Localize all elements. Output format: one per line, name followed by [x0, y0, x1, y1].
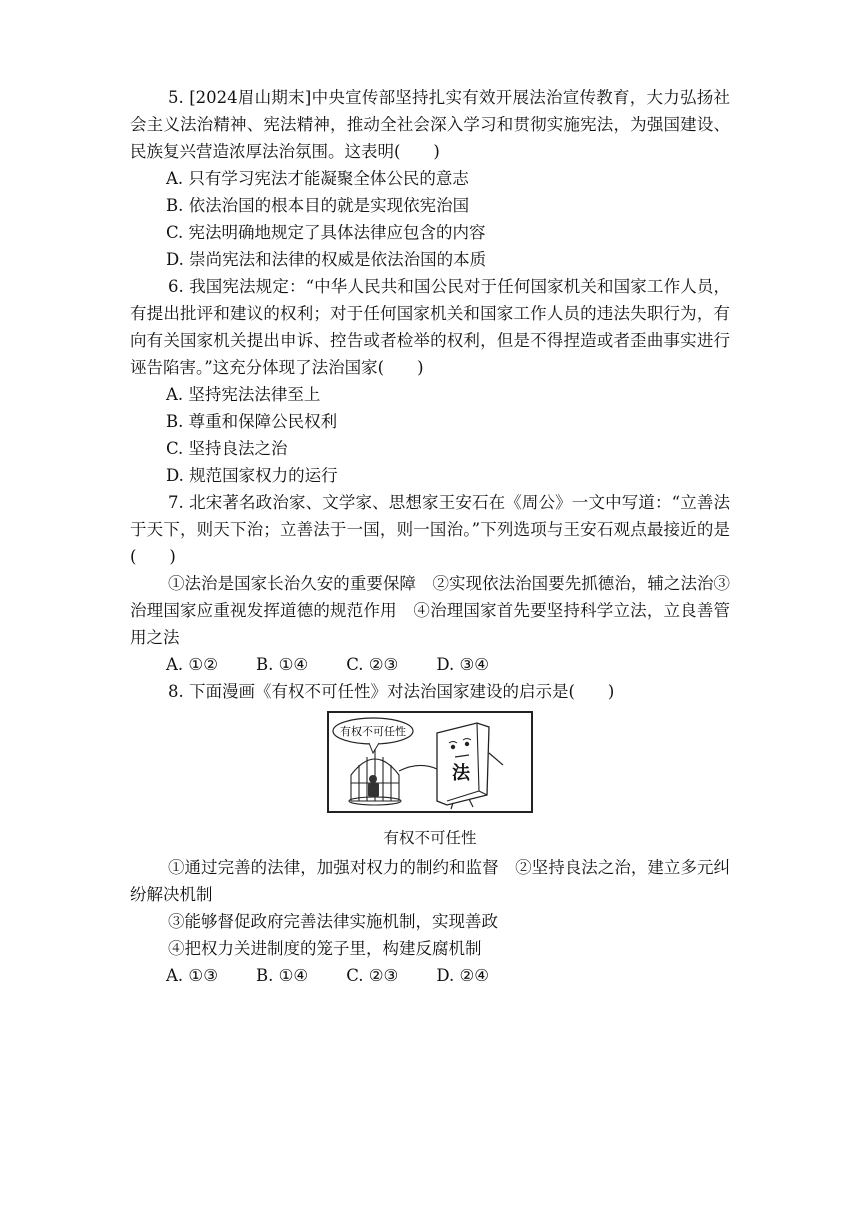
- question-7-choice-a: A. ①②: [166, 655, 218, 674]
- question-8-choice-c: C. ②③: [346, 966, 399, 985]
- question-7-choice-d: D. ③④: [436, 655, 490, 674]
- question-7-choice-c: C. ②③: [346, 655, 399, 674]
- question-6-option-c: C. 坚持良法之治: [166, 439, 288, 458]
- cartoon-drawing: [329, 713, 531, 811]
- question-8-statement-3: ③能够督促政府完善法律实施机制，实现善政: [168, 912, 498, 931]
- speech-bubble-text: 有权不可任性: [340, 725, 406, 738]
- question-8-statement-4: ④把权力关进制度的笼子里，构建反腐机制: [168, 939, 482, 958]
- speech-bubble-tail: [369, 743, 379, 753]
- law-book: [437, 723, 489, 805]
- question-8-choice-a: A. ①③: [166, 966, 218, 985]
- question-5-stem: 5. [2024眉山期末]中央宣传部坚持扎实有效开展法治宣传教育，大力弘扬社会主义法治精神、宪法精神，推动全社会深入学习和贯彻实施宪法，为强国建设、民族复兴营造浓厚法治氛围。这表明( ): [130, 88, 730, 161]
- question-7-statements: ①法治是国家长治久安的重要保障 ②实现依法治国要先抓德治，辅之法治③治理国家应重视发挥道德的规范作用 ④治理国家首先要坚持科学立法，立良善管用之法: [130, 574, 730, 647]
- question-7-stem: 7. 北宋著名政治家、文学家、思想家王安石在《周公》一文中写道：“立善法于天下，则天下治；立善法于一国，则一国治。”下列选项与王安石观点最接近的是( ): [130, 493, 730, 566]
- question-6-option-d: D. 规范国家权力的运行: [166, 466, 338, 485]
- question-8-choices: [130, 962, 730, 989]
- question-8-statement-1-2: ①通过完善的法律，加强对权力的制约和监督 ②坚持良法之治，建立多元纠纷解决机制: [130, 858, 730, 904]
- law-book-label: 法: [452, 763, 470, 784]
- question-7-choices: [130, 651, 730, 678]
- question-8-choice-b: B. ①④: [256, 966, 309, 985]
- question-5-option-b: B. 依法治国的根本目的就是实现依宪治国: [166, 196, 470, 215]
- book-arm: [399, 765, 437, 771]
- question-7-choice-b: B. ①④: [256, 655, 309, 674]
- caged-figure: [368, 775, 379, 797]
- question-6-stem: 6. 我国宪法规定：“中华人民共和国公民对于任何国家机关和国家工作人员，有提出批评和建议的权利；对于任何国家机关和国家工作人员的违法失职行为，有向有关国家机关提出申诉、控告或者检举的权利，但是不得捏造或者歪曲事实进行诬告陷害。”这充分体现了法治国家( ): [130, 277, 730, 377]
- question-5-option-c: C. 宪法明确地规定了具体法律应包含的内容: [166, 223, 486, 242]
- question-6-option-b: B. 尊重和保障公民权利: [166, 412, 338, 431]
- cartoon-caption: 有权不可任性: [383, 829, 477, 847]
- cartoon-image: [327, 711, 533, 813]
- worksheet-page: [130, 84, 730, 989]
- question-5-option-d: D. 崇尚宪法和法律的权威是依法治国的本质: [166, 250, 487, 269]
- question-5-option-a: A. 只有学习宪法才能凝聚全体公民的意志: [166, 169, 469, 188]
- question-6-option-a: A. 坚持宪法法律至上: [166, 385, 321, 404]
- question-8-choice-d: D. ②④: [436, 966, 490, 985]
- question-8-stem: 8. 下面漫画《有权不可任性》对法治国家建设的启示是( ): [168, 682, 615, 701]
